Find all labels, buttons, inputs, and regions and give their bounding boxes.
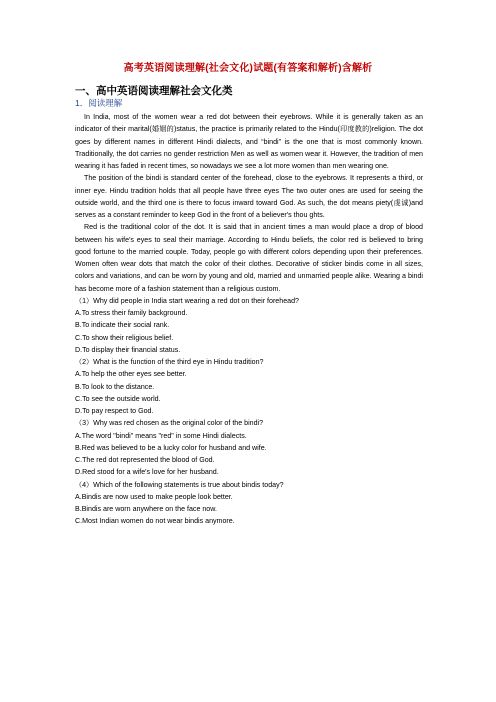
question-stem: （2）What is the function of the third eye in Hindu tradition? — [75, 358, 264, 366]
passage-paragraph: Red is the traditional color of the dot. It is said that in ancient times a man would place a drop of blood between his wife's eyes to seal their marriage. According to Hindu beliefs, the color red is believed to bring good fortune to the married couple. Today, people go with different colors depending upon their preferences. Women often wear dots that match the color of their clothes. Decorative of sticker bindis come in all sizes, colors and variations, and can be worn by young and old, married and unmarried people alike. Wearing a bindi has become more of a fashion statement than a religious custom. — [75, 223, 423, 293]
answer-option: B.Red was believed to be a lucky color for husband and wife. — [75, 443, 267, 452]
answer-option: A.Bindis are now used to make people look better. — [75, 492, 233, 501]
answer-option: A.To stress their family background. — [75, 309, 188, 317]
answer-option: D.To pay respect to God. — [75, 407, 154, 415]
answer-option: C.To see the outside world. — [75, 394, 161, 403]
passage-paragraph: The position of the bindi is standard center of the forehead, close to the eyebrows. It represents a third, or inner eye. Hindu tradition holds that all people have three eyes The two outer ones are used for seeing the outside world, and the third one is there to focus inward toward God. As such, the dot means piety(虔诚)and serves as a constant reminder to keep God in the front of a believer's thou ghts. — [75, 174, 423, 219]
question-stem: （4）Which of the following statements is true about bindis today? — [75, 480, 284, 489]
question-stem: （3）Why was red chosen as the original color of the bindi? — [75, 419, 264, 428]
answer-option: C.To show their religious belief. — [75, 333, 174, 342]
passage-paragraph: In India, most of the women wear a red dot between their eyebrows. While it is generally taken as an indicator of their marital(婚姻的)status, the practice is primarily related to the Hindu(印度教的)religion. The dot goes by different names in different Hindi dialects, and “bindi” is the one that is most commonly known. Traditionally, the dot carries no gender restriction Men as well as women wear it. However, the tradition of men wearing it has faded in recent times, so nowadays we see a lot more women than men wearing one. — [75, 113, 423, 170]
answer-option: D.Red stood for a wife's love for her husband. — [75, 468, 219, 477]
answer-option: B.To indicate their social rank. — [75, 321, 170, 330]
question-stem: （1）Why did people in India start wearing a red dot on their forehead? — [75, 296, 299, 305]
document-body — [75, 111, 423, 528]
answer-option: B.Bindis are worn anywhere on the face now. — [75, 505, 217, 513]
document-title: 高考英语阅读理解(社会文化)试题(有答案和解析)含解析 — [123, 63, 373, 74]
answer-option: B.To look to the distance. — [75, 382, 155, 391]
answer-option: A.The word "bindi" means "red" in some Hindi dialects. — [75, 431, 247, 440]
answer-option: A.To help the other eyes see better. — [75, 370, 187, 379]
subsection-heading: 1．阅读理解 — [75, 98, 123, 108]
section-heading: 一、高中英语阅读理解社会文化类 — [75, 85, 233, 97]
answer-option: D.To display their financial status. — [75, 345, 181, 354]
answer-option: C.Most Indian women do not wear bindis anymore. — [75, 517, 235, 526]
answer-option: C.The red dot represented the blood of God. — [75, 456, 215, 464]
